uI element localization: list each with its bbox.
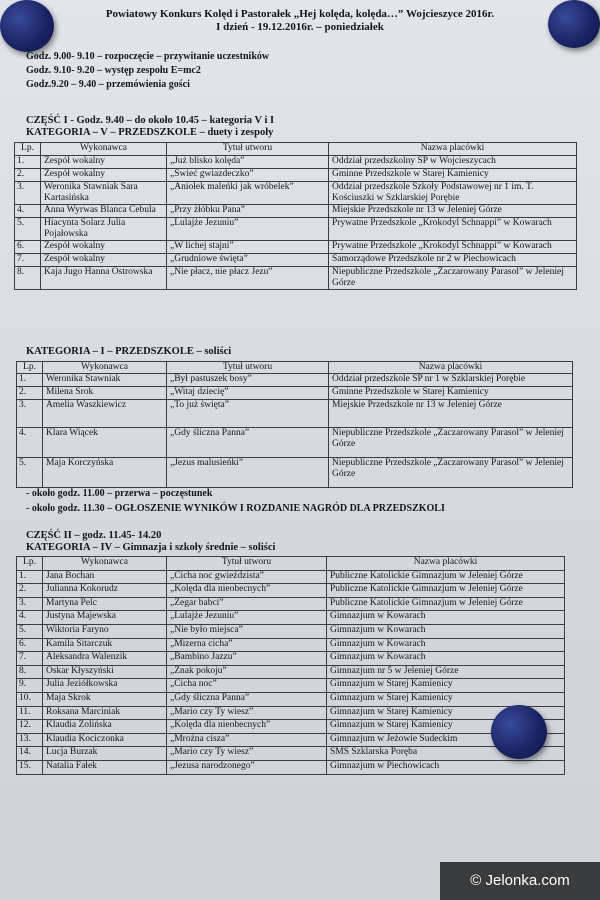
document-header [40,8,560,34]
cell-place: Niepubliczne Przedszkole „Zaczarowany Parasol” w Jeleniej Górze [329,458,573,488]
cell-performer: Klaudia Kociczonka [43,733,167,747]
cell-performer: Anna Wyrwas Blanca Cebula [41,205,167,218]
cell-lp: 4. [17,428,43,458]
cell-title: „Świeć gwiazdeczko” [167,169,329,182]
schedule-item: Godz. 9.00- 9.10 – rozpoczęcie – przywitanie uczestników [26,51,270,62]
cell-performer: Zespół wokalny [41,254,167,267]
header-date: I dzień - 19.12.2016r. – poniedziałek [216,21,384,33]
cell-lp: 10. [17,692,43,706]
cell-place: Gimnazjum w Starej Kamienicy [327,679,565,693]
cell-place: Prywatne Przedszkole „Krokodyl Schnappi” w Kowarach [329,218,577,241]
table-row [15,205,577,218]
cell-title: „To już święta” [167,400,329,428]
table-row [17,428,573,458]
cell-lp: 5. [15,218,41,241]
cell-lp: 6. [15,241,41,254]
table-row [17,733,565,747]
table-row [17,458,573,488]
cell-lp: 12. [17,720,43,734]
table-header-row [15,143,577,156]
table-row [17,624,565,638]
cell-lp: 8. [15,267,41,290]
cell-performer: Zespół wokalny [41,241,167,254]
cell-title: „Gdy śliczna Panna” [167,428,329,458]
table-row [15,254,577,267]
break-note: - około godz. 11.00 – przerwa – poczęstunek [26,488,213,499]
cell-place: Oddział przedszkole Szkoły Podstawowej nr 1 im. T. Kościuszki w Szklarskiej Porębie [329,182,577,205]
column-header-place: Nazwa placówki [327,557,565,571]
cell-performer: Julianna Kokorudz [43,584,167,598]
cell-performer: Amelia Waszkiewicz [43,400,167,428]
cell-performer: Roksana Marciniak [43,706,167,720]
cell-place: Samorządowe Przedszkole nr 2 w Piechowicach [329,254,577,267]
table-category-v [14,142,577,290]
column-header-lp: Lp. [17,362,43,374]
cell-lp: 15. [17,760,43,774]
cell-lp: 2. [17,584,43,598]
table-header-row [17,557,565,571]
table-row [17,665,565,679]
category-i-title: KATEGORIA – I – PRZEDSZKOLE – soliści [26,346,232,357]
table-category-iv [16,556,565,775]
table-row [17,570,565,584]
cell-place: Gimnazjum w Starej Kamienicy [327,720,565,734]
table-row [17,720,565,734]
cell-place: SMS Szklarska Poręba [327,747,565,761]
part-1-title: CZĘŚĆ I - Godz. 9.40 – do około 10.45 – kategoria V i I [26,115,275,126]
cell-lp: 9. [17,679,43,693]
table-row [17,679,565,693]
table-row [17,387,573,400]
cell-performer: Milena Srok [43,387,167,400]
cell-title: „Kolęda dla nieobecnych” [167,720,327,734]
column-header-lp: Lp. [17,557,43,571]
cell-title: „Jezusa narodzonego” [167,760,327,774]
cell-title: „Aniołek maleńki jak wróbelek” [167,182,329,205]
column-header-performer: Wykonawca [43,362,167,374]
cell-title: „Lulajże Jezuniu” [167,611,327,625]
schedule-item: Godz.9.20 – 9.40 – przemówienia gości [26,79,190,90]
pushpin-icon [491,705,547,759]
cell-place: Oddział przedszkolny SP w Wojcieszycach [329,156,577,169]
cell-performer: Aleksandra Walenzik [43,652,167,666]
header-title: Powiatowy Konkurs Kolęd i Pastorałek „Hej kolęda, kolęda…” Wojcieszyce 2016r. [105,8,495,20]
cell-performer: Klaudia Zolińska [43,720,167,734]
cell-place: Gimnazjum w Jeżowie Sudeckim [327,733,565,747]
cell-lp: 3. [17,400,43,428]
cell-title: „Lulajże Jezuniu” [167,218,329,241]
part-2-title: CZĘŚĆ II – godz. 11.45- 14.20 [26,530,162,541]
cell-title: „Nie było miejsca” [167,624,327,638]
table-row [15,169,577,182]
column-header-title: Tytuł utworu [167,143,329,156]
column-header-place: Nazwa placówki [329,362,573,374]
category-iv-title: KATEGORIA – IV – Gimnazja i szkoły średnie – soliści [26,542,276,553]
cell-lp: 1. [17,374,43,387]
table-row [15,182,577,205]
table-row [17,584,565,598]
table-category-i [16,361,573,488]
cell-lp: 4. [15,205,41,218]
cell-title: „Kolęda dla nieobecnych” [167,584,327,598]
cell-title: „Cicha noc gwieździsta” [167,570,327,584]
table-row [17,706,565,720]
cell-performer: Natalia Fałek [43,760,167,774]
cell-lp: 2. [17,387,43,400]
cell-place: Prywatne Przedszkole „Krokodyl Schnappi” w Kowarach [329,241,577,254]
cell-place: Gimnazjum w Starej Kamienicy [327,706,565,720]
table-row [17,638,565,652]
table-row [15,218,577,241]
cell-performer: Wiktoria Faryno [43,624,167,638]
cell-place: Gimnazjum w Starej Kamienicy [327,692,565,706]
cell-title: „Zegar babci” [167,597,327,611]
cell-place: Publiczne Katolickie Gimnazjum w Jeleniej Górze [327,597,565,611]
table-row [17,747,565,761]
cell-performer: Lucja Burzak [43,747,167,761]
table-row [17,597,565,611]
table-row [17,400,573,428]
cell-place: Gimnazjum w Kowarach [327,638,565,652]
cell-title: „Gdy śliczna Panna” [167,692,327,706]
cell-performer: Oskar Kłyszyński [43,665,167,679]
cell-place: Gimnazjum nr 5 w Jeleniej Górze [327,665,565,679]
column-header-place: Nazwa placówki [329,143,577,156]
cell-title: „Cicha noc” [167,679,327,693]
column-header-title: Tytuł utworu [167,557,327,571]
table-row [15,267,577,290]
cell-performer: Maja Korczyńska [43,458,167,488]
cell-performer: Julia Jeziółkowska [43,679,167,693]
cell-performer: Klara Wiącek [43,428,167,458]
cell-title: „Witaj dziecię” [167,387,329,400]
cell-lp: 2. [15,169,41,182]
cell-performer: Justyna Majewska [43,611,167,625]
cell-lp: 1. [17,570,43,584]
cell-lp: 3. [15,182,41,205]
cell-lp: 7. [17,652,43,666]
cell-title: „W lichej stajni” [167,241,329,254]
schedule-item: Godz. 9.10- 9.20 – występ zespołu E=mc2 [26,65,201,76]
cell-place: Gminne Przedszkole w Starej Kamienicy [329,387,573,400]
table-row [17,611,565,625]
cell-place: Gimnazjum w Kowarach [327,611,565,625]
cell-performer: Kamila Sitarczuk [43,638,167,652]
cell-place: Publiczne Katolickie Gimnazjum w Jeleniej Górze [327,570,565,584]
cell-place: Gimnazjum w Kowarach [327,652,565,666]
cell-place: Gimnazjum w Piechowicach [327,760,565,774]
cell-title: „Mario czy Ty wiesz” [167,706,327,720]
column-header-performer: Wykonawca [43,557,167,571]
cell-lp: 7. [15,254,41,267]
cell-lp: 11. [17,706,43,720]
column-header-lp: Lp. [15,143,41,156]
cell-title: „Mroźna cisza” [167,733,327,747]
table-row [15,241,577,254]
cell-performer: Jana Bochan [43,570,167,584]
cell-title: „Grudniowe święta” [167,254,329,267]
column-header-title: Tytuł utworu [167,362,329,374]
cell-performer: Hiacynta Solarz Julia Pojałowska [41,218,167,241]
cell-title: „Mizerna cicha” [167,638,327,652]
cell-performer: Martyna Pelc [43,597,167,611]
cell-place: Gimnazjum w Kowarach [327,624,565,638]
cell-place: Publiczne Katolickie Gimnazjum w Jeleniej Górze [327,584,565,598]
cell-place: Miejskie Przedszkole nr 13 w Jeleniej Górze [329,400,573,428]
category-v-title: KATEGORIA – V – PRZEDSZKOLE – duety i zespoły [26,127,274,138]
cell-lp: 14. [17,747,43,761]
cell-title: „Już blisko kolęda” [167,156,329,169]
cell-lp: 13. [17,733,43,747]
cell-performer: Zespół wokalny [41,169,167,182]
cell-performer: Kaja Jugo Hanna Ostrowska [41,267,167,290]
cell-lp: 3. [17,597,43,611]
column-header-performer: Wykonawca [41,143,167,156]
cell-place: Oddział przedszkole SP nr 1 w Szklarskiej Porębie [329,374,573,387]
cell-title: „Jezus malusieńki” [167,458,329,488]
table-row [17,374,573,387]
table-row [17,760,565,774]
cell-title: „Przy żłóbku Pana” [167,205,329,218]
table-row [15,156,577,169]
cell-lp: 1. [15,156,41,169]
cell-lp: 8. [17,665,43,679]
cell-place: Niepubliczne Przedszkole „Zaczarowany Parasol” w Jeleniej Górze [329,267,577,290]
cell-lp: 4. [17,611,43,625]
table-row [17,692,565,706]
table-header-row [17,362,573,374]
cell-title: „Nie płacz, nie płacz Jezu” [167,267,329,290]
cell-performer: Zespół wokalny [41,156,167,169]
cell-lp: 5. [17,624,43,638]
cell-place: Niepubliczne Przedszkole „Zaczarowany Parasol” w Jeleniej Górze [329,428,573,458]
cell-title: „Był pastuszek bosy” [167,374,329,387]
cell-performer: Weronika Stawniak Sara Kartasińska [41,182,167,205]
cell-lp: 6. [17,638,43,652]
table-row [17,652,565,666]
opening-schedule [26,50,446,92]
results-note: - około godz. 11.30 – OGŁOSZENIE WYNIKÓW I ROZDANIE NAGRÓD DLA PRZEDSZKOLI [26,503,445,514]
cell-place: Miejskie Przedszkole nr 13 w Jeleniej Górze [329,205,577,218]
cell-title: „Mario czy Ty wiesz” [167,747,327,761]
cell-place: Gminne Przedszkole w Starej Kamienicy [329,169,577,182]
cell-performer: Weronika Stawniak [43,374,167,387]
cell-performer: Maja Skrok [43,692,167,706]
cell-lp: 5. [17,458,43,488]
cell-title: „Znak pokoju” [167,665,327,679]
cell-title: „Bambino Jazzu” [167,652,327,666]
watermark-label: © Jelonka.com [440,862,600,900]
